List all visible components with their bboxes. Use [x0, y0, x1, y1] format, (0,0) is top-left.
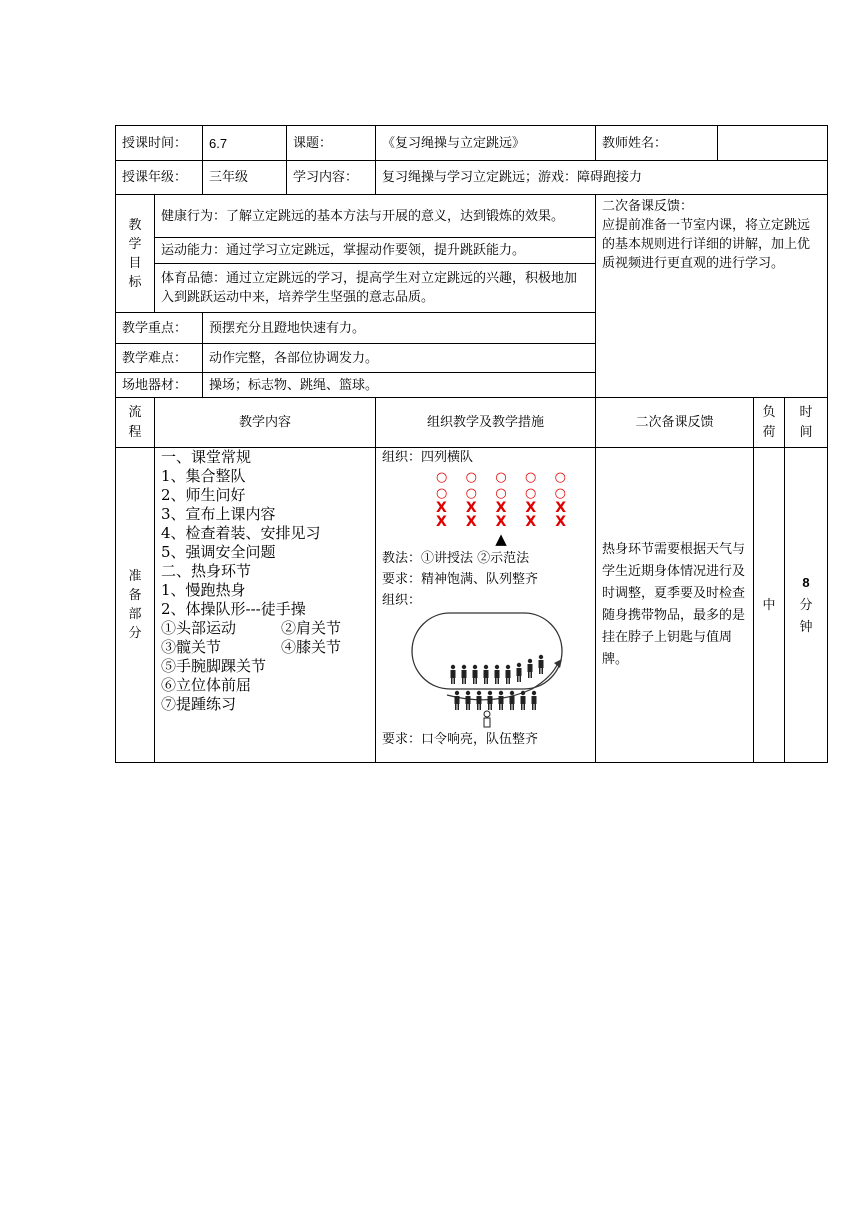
- content-label: 学习内容：: [287, 161, 376, 195]
- content-line: ⑦提踵练习: [161, 695, 237, 713]
- feedback-header: 二次备课反馈: [596, 398, 754, 448]
- formation-x: X: [555, 500, 566, 516]
- grade-label: 授课年级：: [116, 161, 203, 195]
- difficulty-label: 教学难点：: [116, 344, 203, 373]
- formation-x: X: [525, 500, 537, 516]
- exercise-pair: [161, 619, 369, 638]
- content-line: 2、体操队形---徒手操: [161, 600, 306, 618]
- exercise-item: ④膝关节: [281, 638, 342, 656]
- focus-value: 预摆充分且蹬地快速有力。: [203, 313, 596, 344]
- feedback-text: 应提前准备一节室内课，将立定跳远的基本规则进行详细的讲解，加上优质视频进行更直观的进行学习。: [602, 218, 811, 271]
- content-header: 教学内容: [155, 398, 376, 448]
- prep-time: [785, 448, 828, 763]
- goal-ability: 运动能力：通过学习立定跳远，掌握动作要领，提升跳跃能力。: [155, 238, 596, 264]
- content-line: 二、热身环节: [161, 562, 252, 580]
- content-value: 复习绳操与学习立定跳远；游戏：障碍跑接力: [376, 161, 828, 195]
- formation-circle: ○: [524, 486, 537, 501]
- formation-x: X: [436, 500, 447, 516]
- formation-circle: ○: [524, 470, 537, 485]
- equipment-value: 操场；标志物、跳绳、篮球。: [203, 373, 596, 398]
- org2-label: 组织：: [382, 593, 422, 608]
- time-unit: 钟: [799, 619, 813, 635]
- goals-label: 教 学 目 标: [116, 195, 155, 313]
- teacher-value: [718, 126, 828, 161]
- time-number: 8: [802, 574, 810, 590]
- teacher-figure: [484, 711, 490, 727]
- requirement2-text: 要求：口令响亮，队伍整齐: [382, 732, 539, 747]
- formation-x: X: [465, 514, 477, 530]
- lesson-plan-table: [115, 125, 828, 763]
- formation-circle: ○: [495, 486, 507, 501]
- prep-feedback: 热身环节需要根据天气与学生近期身体情况进行及时调整，夏季要及时检查随身携带物品，最多的是挂在脖子上钥匙与值周牌。: [596, 448, 754, 763]
- running-track-diagram: [382, 611, 589, 729]
- formation-circle: ○: [554, 470, 566, 485]
- students-row-2: [455, 691, 537, 710]
- formation-circle: ○: [554, 486, 566, 501]
- exercise-item: ③髋关节: [161, 638, 222, 656]
- org1-label: 组织：四列横队: [382, 450, 474, 465]
- exercise-item: ①头部运动: [161, 619, 237, 637]
- formation-x: X: [495, 500, 507, 516]
- prep-organization: [376, 448, 596, 763]
- formation-x: X: [495, 514, 507, 530]
- students-row-1: [451, 655, 544, 684]
- organization-header: 组织教学及教学措施: [376, 398, 596, 448]
- formation-circle: ○: [436, 470, 448, 485]
- formation-x: X: [436, 514, 447, 530]
- time-value: 6.7: [203, 126, 287, 161]
- equipment-label: 场地器材：: [116, 373, 203, 398]
- feedback-title: 二次备课反馈：: [602, 199, 694, 214]
- load-header: 负 荷: [754, 398, 785, 448]
- teacher-marker: ▲: [495, 530, 507, 548]
- goals-feedback: [596, 195, 828, 398]
- focus-label: 教学重点：: [116, 313, 203, 344]
- exercise-pair: [161, 638, 369, 657]
- content-line: 3、宣布上课内容: [161, 505, 276, 523]
- exercise-item: ②肩关节: [281, 619, 342, 637]
- goal-health: 健康行为：了解立定跳远的基本方法与开展的意义，达到锻炼的效果。: [155, 195, 596, 238]
- formation-circle: ○: [436, 486, 448, 501]
- content-line: 1、慢跑热身: [161, 581, 246, 599]
- goal-character: 体育品德：通过立定跳远的学习，提高学生对立定跳远的兴趣，积极地加入到跳跃运动中来，培养学生坚强的意志品质。: [155, 264, 596, 313]
- formation-diagram: [382, 468, 589, 548]
- time-header: 时 间: [785, 398, 828, 448]
- flow-header: 流 程: [116, 398, 155, 448]
- arrow-icon: [554, 659, 562, 668]
- content-line: 2、师生问好: [161, 486, 246, 504]
- content-line: 5、强调安全问题: [161, 543, 276, 561]
- formation-circle: ○: [495, 470, 507, 485]
- formation-x: X: [555, 514, 566, 530]
- method-text: 教法：①讲授法 ②示范法: [382, 551, 530, 566]
- requirement1-text: 要求：精神饱满、队列整齐: [382, 572, 539, 587]
- prep-content: [155, 448, 376, 763]
- prep-load: 中: [754, 448, 785, 763]
- track-illustration: [382, 611, 592, 729]
- content-line: 4、检查着装、安排见习: [161, 524, 321, 542]
- content-line: ⑤手腕脚踝关节: [161, 657, 267, 675]
- content-line: 1、集合整队: [161, 467, 246, 485]
- content-line: 一、课堂常规: [161, 448, 252, 466]
- time-unit: 分: [799, 597, 813, 613]
- teacher-label: 教师姓名：: [596, 126, 718, 161]
- prep-section-label: 准 备 部 分: [116, 448, 155, 763]
- grade-value: 三年级: [203, 161, 287, 195]
- formation-x: X: [465, 500, 477, 516]
- formation-circle: ○: [465, 486, 478, 501]
- topic-label: 课题：: [287, 126, 376, 161]
- difficulty-value: 动作完整，各部位协调发力。: [203, 344, 596, 373]
- formation-circle: ○: [465, 470, 478, 485]
- formation-x: X: [525, 514, 537, 530]
- topic-value: 《复习绳操与立定跳远》: [376, 126, 596, 161]
- time-label: 授课时间：: [116, 126, 203, 161]
- content-line: ⑥立位体前屈: [161, 676, 252, 694]
